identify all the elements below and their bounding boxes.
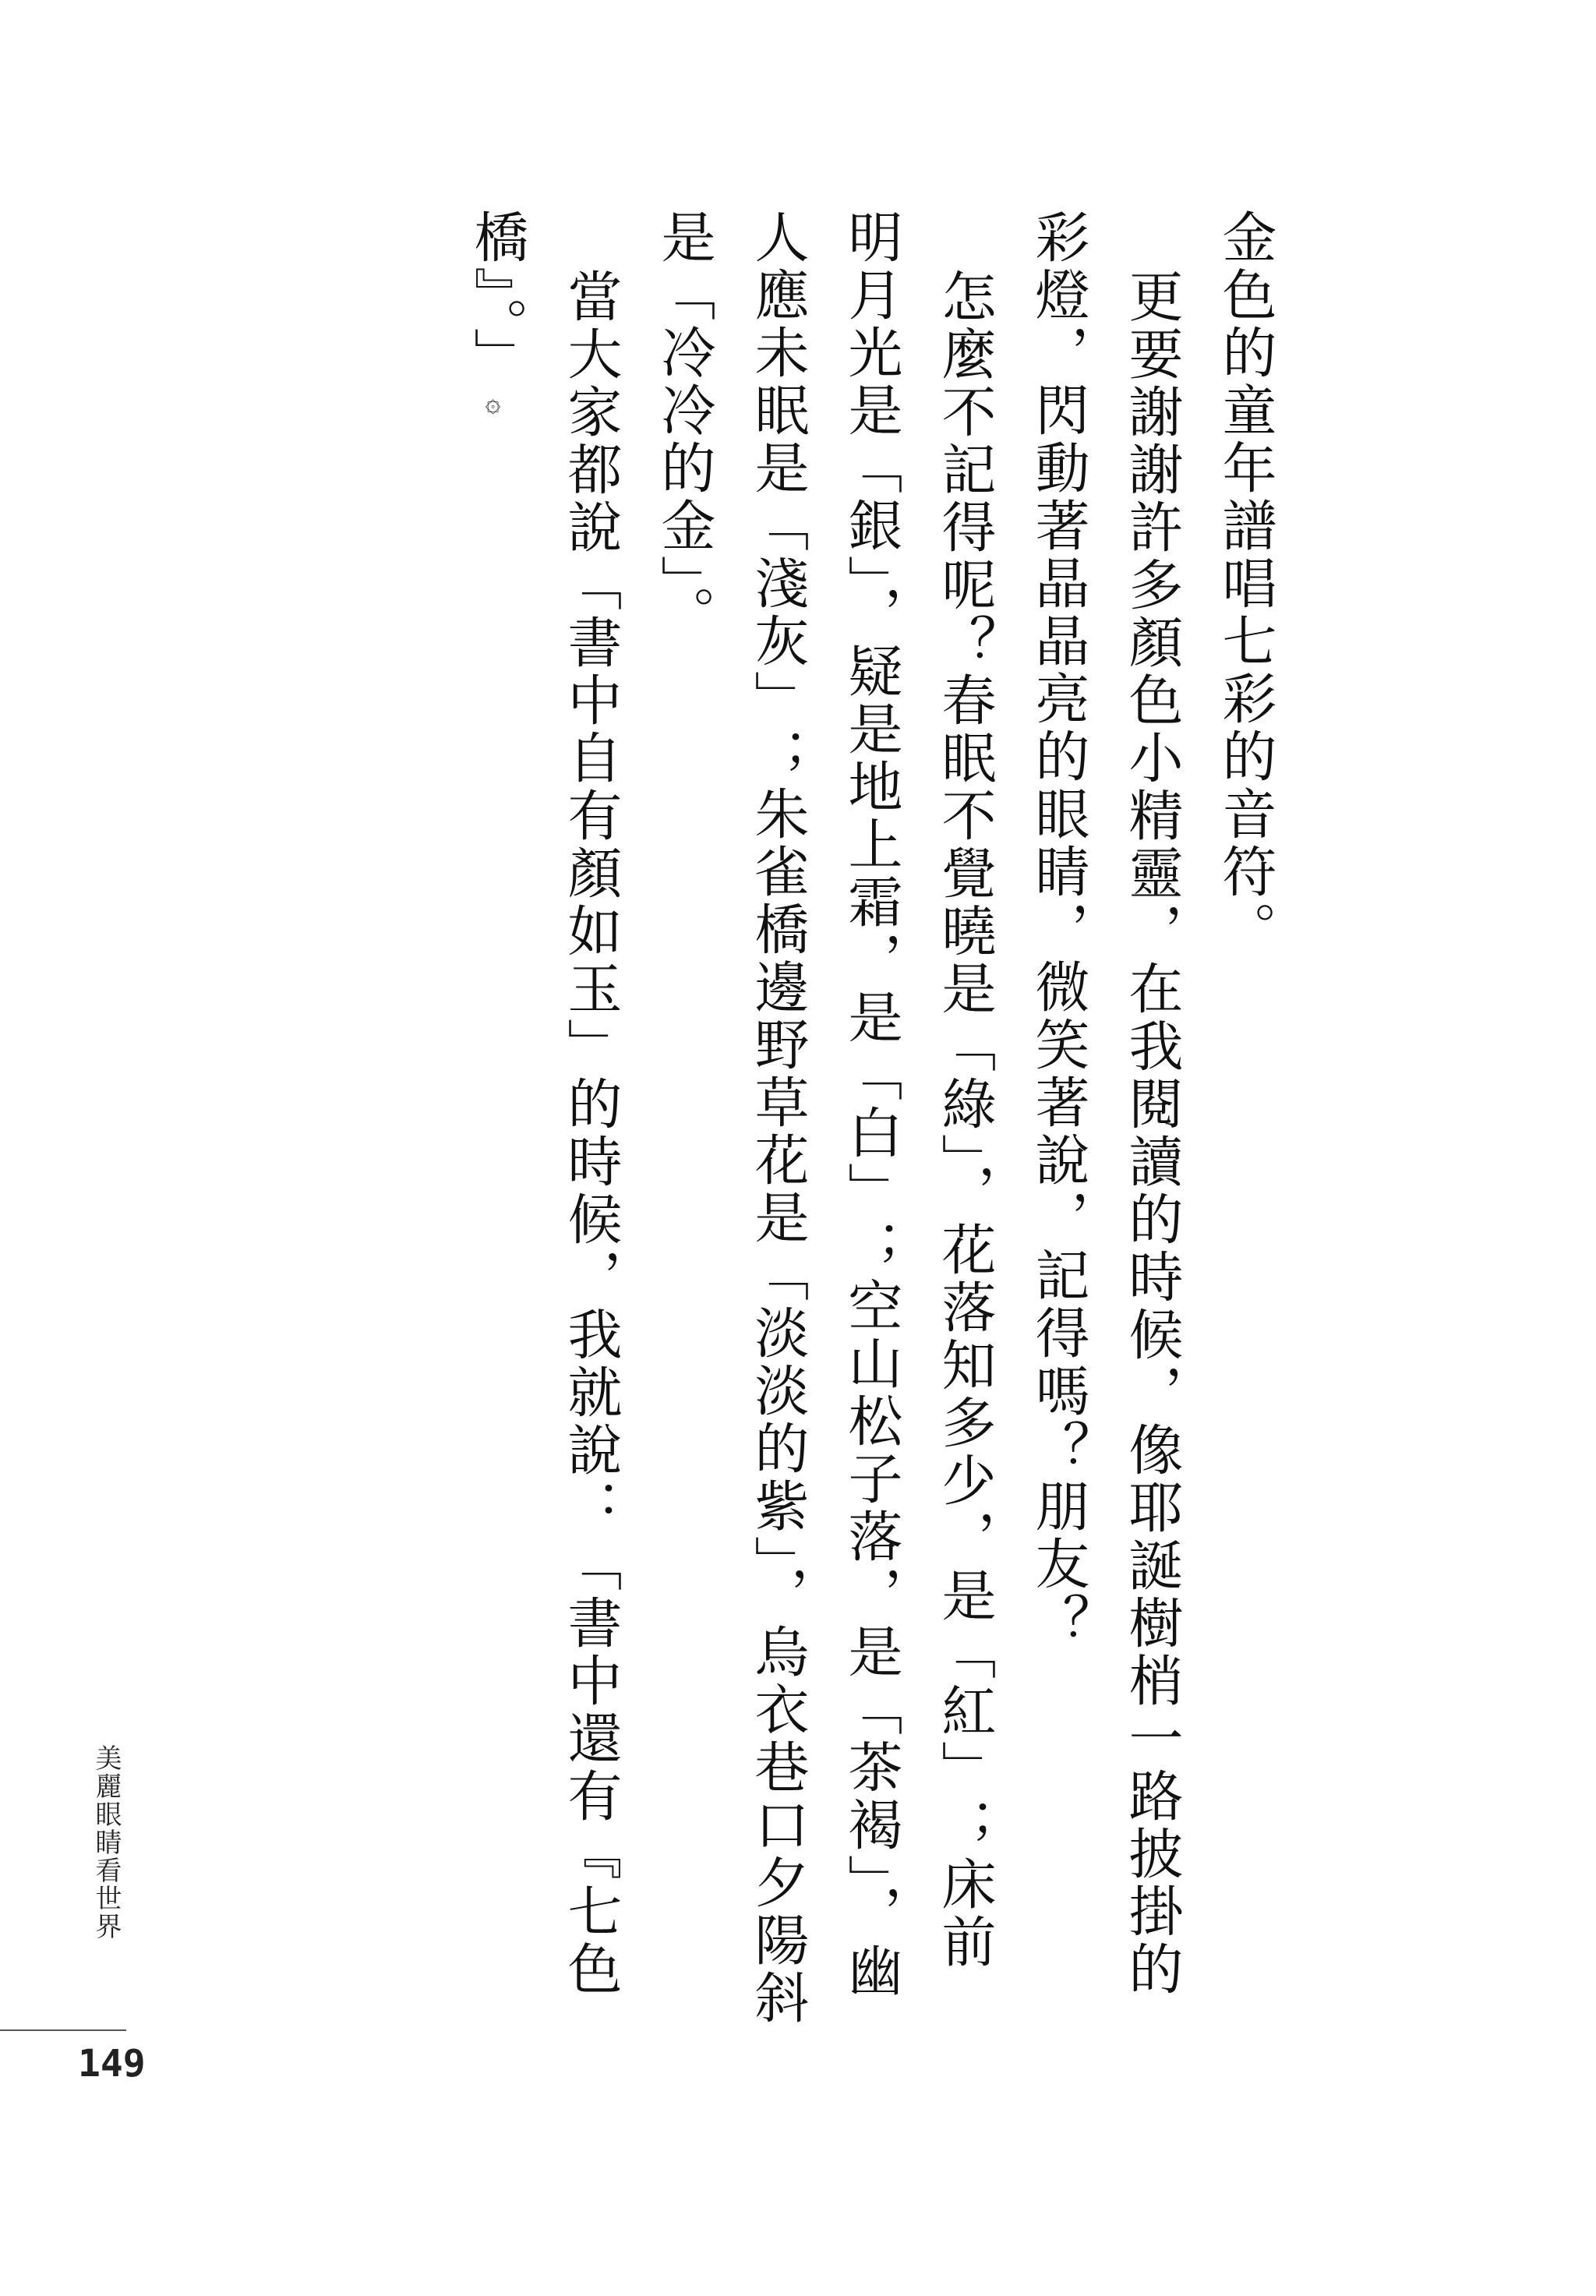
text-column: 怎麼不記得呢？春眠不覺曉是「綠」，花落知多少，是「紅」；床前 [933, 268, 997, 1971]
text-column: 是「冷冷的金」。 [652, 209, 716, 643]
text-column: 彩燈，閃動著晶晶亮的眼睛，微笑著說，記得嗎？朋友？ [1026, 209, 1090, 1651]
text-column: 當大家都說「書中自有顏如玉」的時候，我就說：「書中還有『七色 [559, 268, 623, 1998]
text-column [450, 209, 544, 2017]
text-column: 人應未眠是「淺灰」；朱雀橋邊野草花是「淡淡的紫」，烏衣巷口夕陽斜 [746, 209, 810, 2027]
text-column-content: 橋』。」 [465, 209, 529, 385]
folio-divider [0, 2029, 126, 2031]
page-number: 149 [78, 2042, 146, 2086]
text-column: 明月光是「銀」，疑是地上霜，是「白」；空山松子落，是「茶褐」，幽 [839, 209, 903, 2000]
section-end-ornament-icon: ۞ [482, 399, 513, 415]
vertical-body-text [450, 209, 1292, 2027]
text-column: 更要謝謝許多顏色小精靈，在我閱讀的時候，像耶誕樹梢一路披掛的 [1120, 268, 1184, 1998]
text-column: 金色的童年譜唱七彩的音符。 [1213, 209, 1277, 959]
running-title: 美麗眼睛看世界 [90, 1744, 122, 1941]
